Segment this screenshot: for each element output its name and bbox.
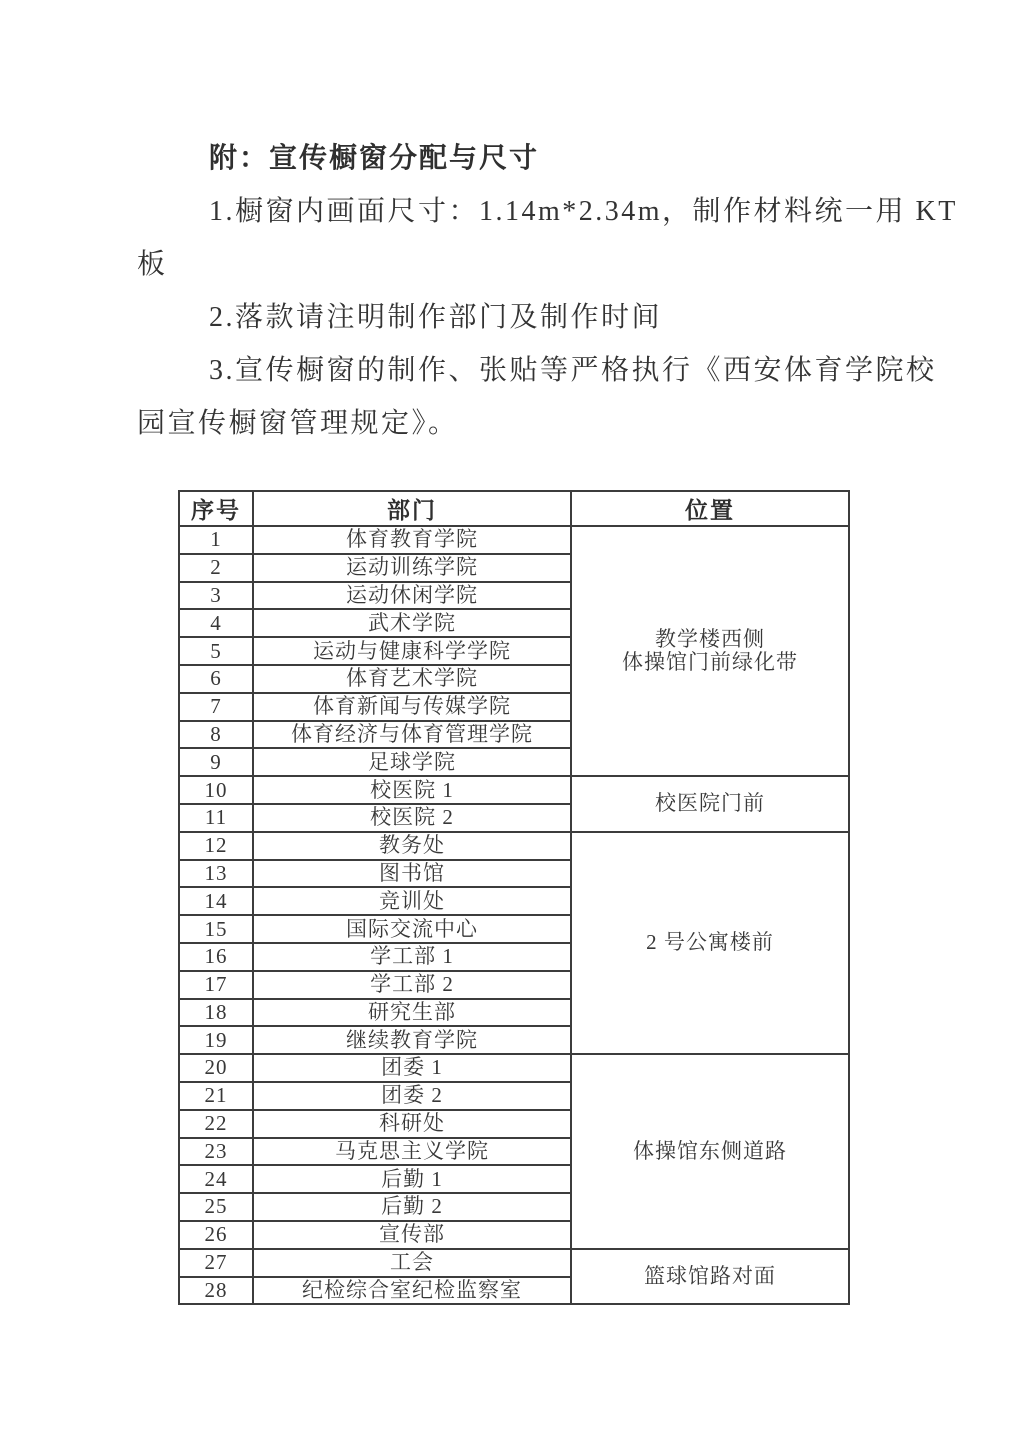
seq-cell: 11 — [179, 804, 253, 832]
table-row — [179, 776, 849, 804]
seq-cell: 2 — [179, 554, 253, 582]
location-cell — [571, 1249, 849, 1305]
dept-cell: 竞训处 — [253, 887, 571, 915]
location-line: 教学楼西侧 — [655, 626, 765, 651]
table-row — [179, 526, 849, 554]
location-line: 2 号公寓楼前 — [646, 930, 774, 955]
seq-cell: 15 — [179, 915, 253, 943]
location-cell — [571, 526, 849, 776]
seq-cell: 6 — [179, 665, 253, 693]
table-row — [179, 1054, 849, 1082]
paragraph-3-line-2: 园宣传橱窗管理规定》。 — [137, 408, 459, 439]
paragraph-1-line-2: 板 — [137, 249, 168, 280]
seq-cell: 9 — [179, 748, 253, 776]
dept-cell: 校医院 1 — [253, 776, 571, 804]
table-row — [179, 1249, 849, 1277]
dept-cell: 运动训练学院 — [253, 554, 571, 582]
seq-cell: 5 — [179, 637, 253, 665]
location-line: 体操馆门前绿化带 — [622, 650, 798, 675]
allocation-table-wrap — [178, 490, 904, 1305]
seq-cell: 28 — [179, 1277, 253, 1305]
dept-cell: 团委 2 — [253, 1082, 571, 1110]
dept-cell: 国际交流中心 — [253, 915, 571, 943]
dept-cell: 科研处 — [253, 1110, 571, 1138]
dept-cell: 校医院 2 — [253, 804, 571, 832]
table-header-seq: 序号 — [179, 491, 253, 526]
dept-cell: 纪检综合室纪检监察室 — [253, 1277, 571, 1305]
seq-cell: 12 — [179, 832, 253, 860]
dept-cell: 后勤 1 — [253, 1165, 571, 1193]
dept-cell: 后勤 2 — [253, 1193, 571, 1221]
table-header-row — [179, 491, 849, 526]
allocation-table-body — [179, 526, 849, 1304]
dept-cell: 学工部 1 — [253, 943, 571, 971]
table-header-dept: 部门 — [253, 491, 571, 526]
table-header-location: 位置 — [571, 491, 849, 526]
dept-cell: 图书馆 — [253, 860, 571, 888]
dept-cell: 武术学院 — [253, 609, 571, 637]
seq-cell: 1 — [179, 526, 253, 554]
dept-cell: 教务处 — [253, 832, 571, 860]
location-cell — [571, 776, 849, 832]
dept-cell: 体育新闻与传媒学院 — [253, 693, 571, 721]
dept-cell: 体育艺术学院 — [253, 665, 571, 693]
seq-cell: 10 — [179, 776, 253, 804]
location-line: 体操馆东侧道路 — [633, 1138, 787, 1163]
paragraph-3-line-1: 3.宣传橱窗的制作、张贴等严格执行《西安体育学院校 — [209, 355, 937, 386]
seq-cell: 18 — [179, 999, 253, 1027]
allocation-table — [178, 490, 850, 1305]
dept-cell: 继续教育学院 — [253, 1026, 571, 1054]
dept-cell: 足球学院 — [253, 748, 571, 776]
dept-cell: 体育经济与体育管理学院 — [253, 721, 571, 749]
seq-cell: 26 — [179, 1221, 253, 1249]
paragraph-2-line-1: 2.落款请注明制作部门及制作时间 — [209, 302, 663, 333]
seq-cell: 4 — [179, 609, 253, 637]
dept-cell: 运动休闲学院 — [253, 582, 571, 610]
dept-cell: 体育教育学院 — [253, 526, 571, 554]
seq-cell: 25 — [179, 1193, 253, 1221]
seq-cell: 27 — [179, 1249, 253, 1277]
dept-cell: 团委 1 — [253, 1054, 571, 1082]
dept-cell: 研究生部 — [253, 999, 571, 1027]
location-line: 篮球馆路对面 — [644, 1263, 776, 1288]
seq-cell: 17 — [179, 971, 253, 999]
dept-cell: 马克思主义学院 — [253, 1138, 571, 1166]
location-cell — [571, 1054, 849, 1249]
seq-cell: 19 — [179, 1026, 253, 1054]
seq-cell: 23 — [179, 1138, 253, 1166]
seq-cell: 20 — [179, 1054, 253, 1082]
seq-cell: 13 — [179, 860, 253, 888]
dept-cell: 学工部 2 — [253, 971, 571, 999]
doc-title: 附：宣传橱窗分配与尺寸 — [209, 143, 540, 174]
dept-cell: 宣传部 — [253, 1221, 571, 1249]
location-cell — [571, 832, 849, 1054]
seq-cell: 8 — [179, 721, 253, 749]
location-line: 校医院门前 — [655, 791, 765, 816]
seq-cell: 21 — [179, 1082, 253, 1110]
seq-cell: 22 — [179, 1110, 253, 1138]
paragraph-1-line-1: 1.橱窗内画面尺寸：1.14m*2.34m，制作材料统一用 KT — [209, 196, 958, 227]
dept-cell: 运动与健康科学学院 — [253, 637, 571, 665]
seq-cell: 7 — [179, 693, 253, 721]
seq-cell: 16 — [179, 943, 253, 971]
seq-cell: 3 — [179, 582, 253, 610]
table-row — [179, 832, 849, 860]
seq-cell: 24 — [179, 1165, 253, 1193]
dept-cell: 工会 — [253, 1249, 571, 1277]
seq-cell: 14 — [179, 887, 253, 915]
